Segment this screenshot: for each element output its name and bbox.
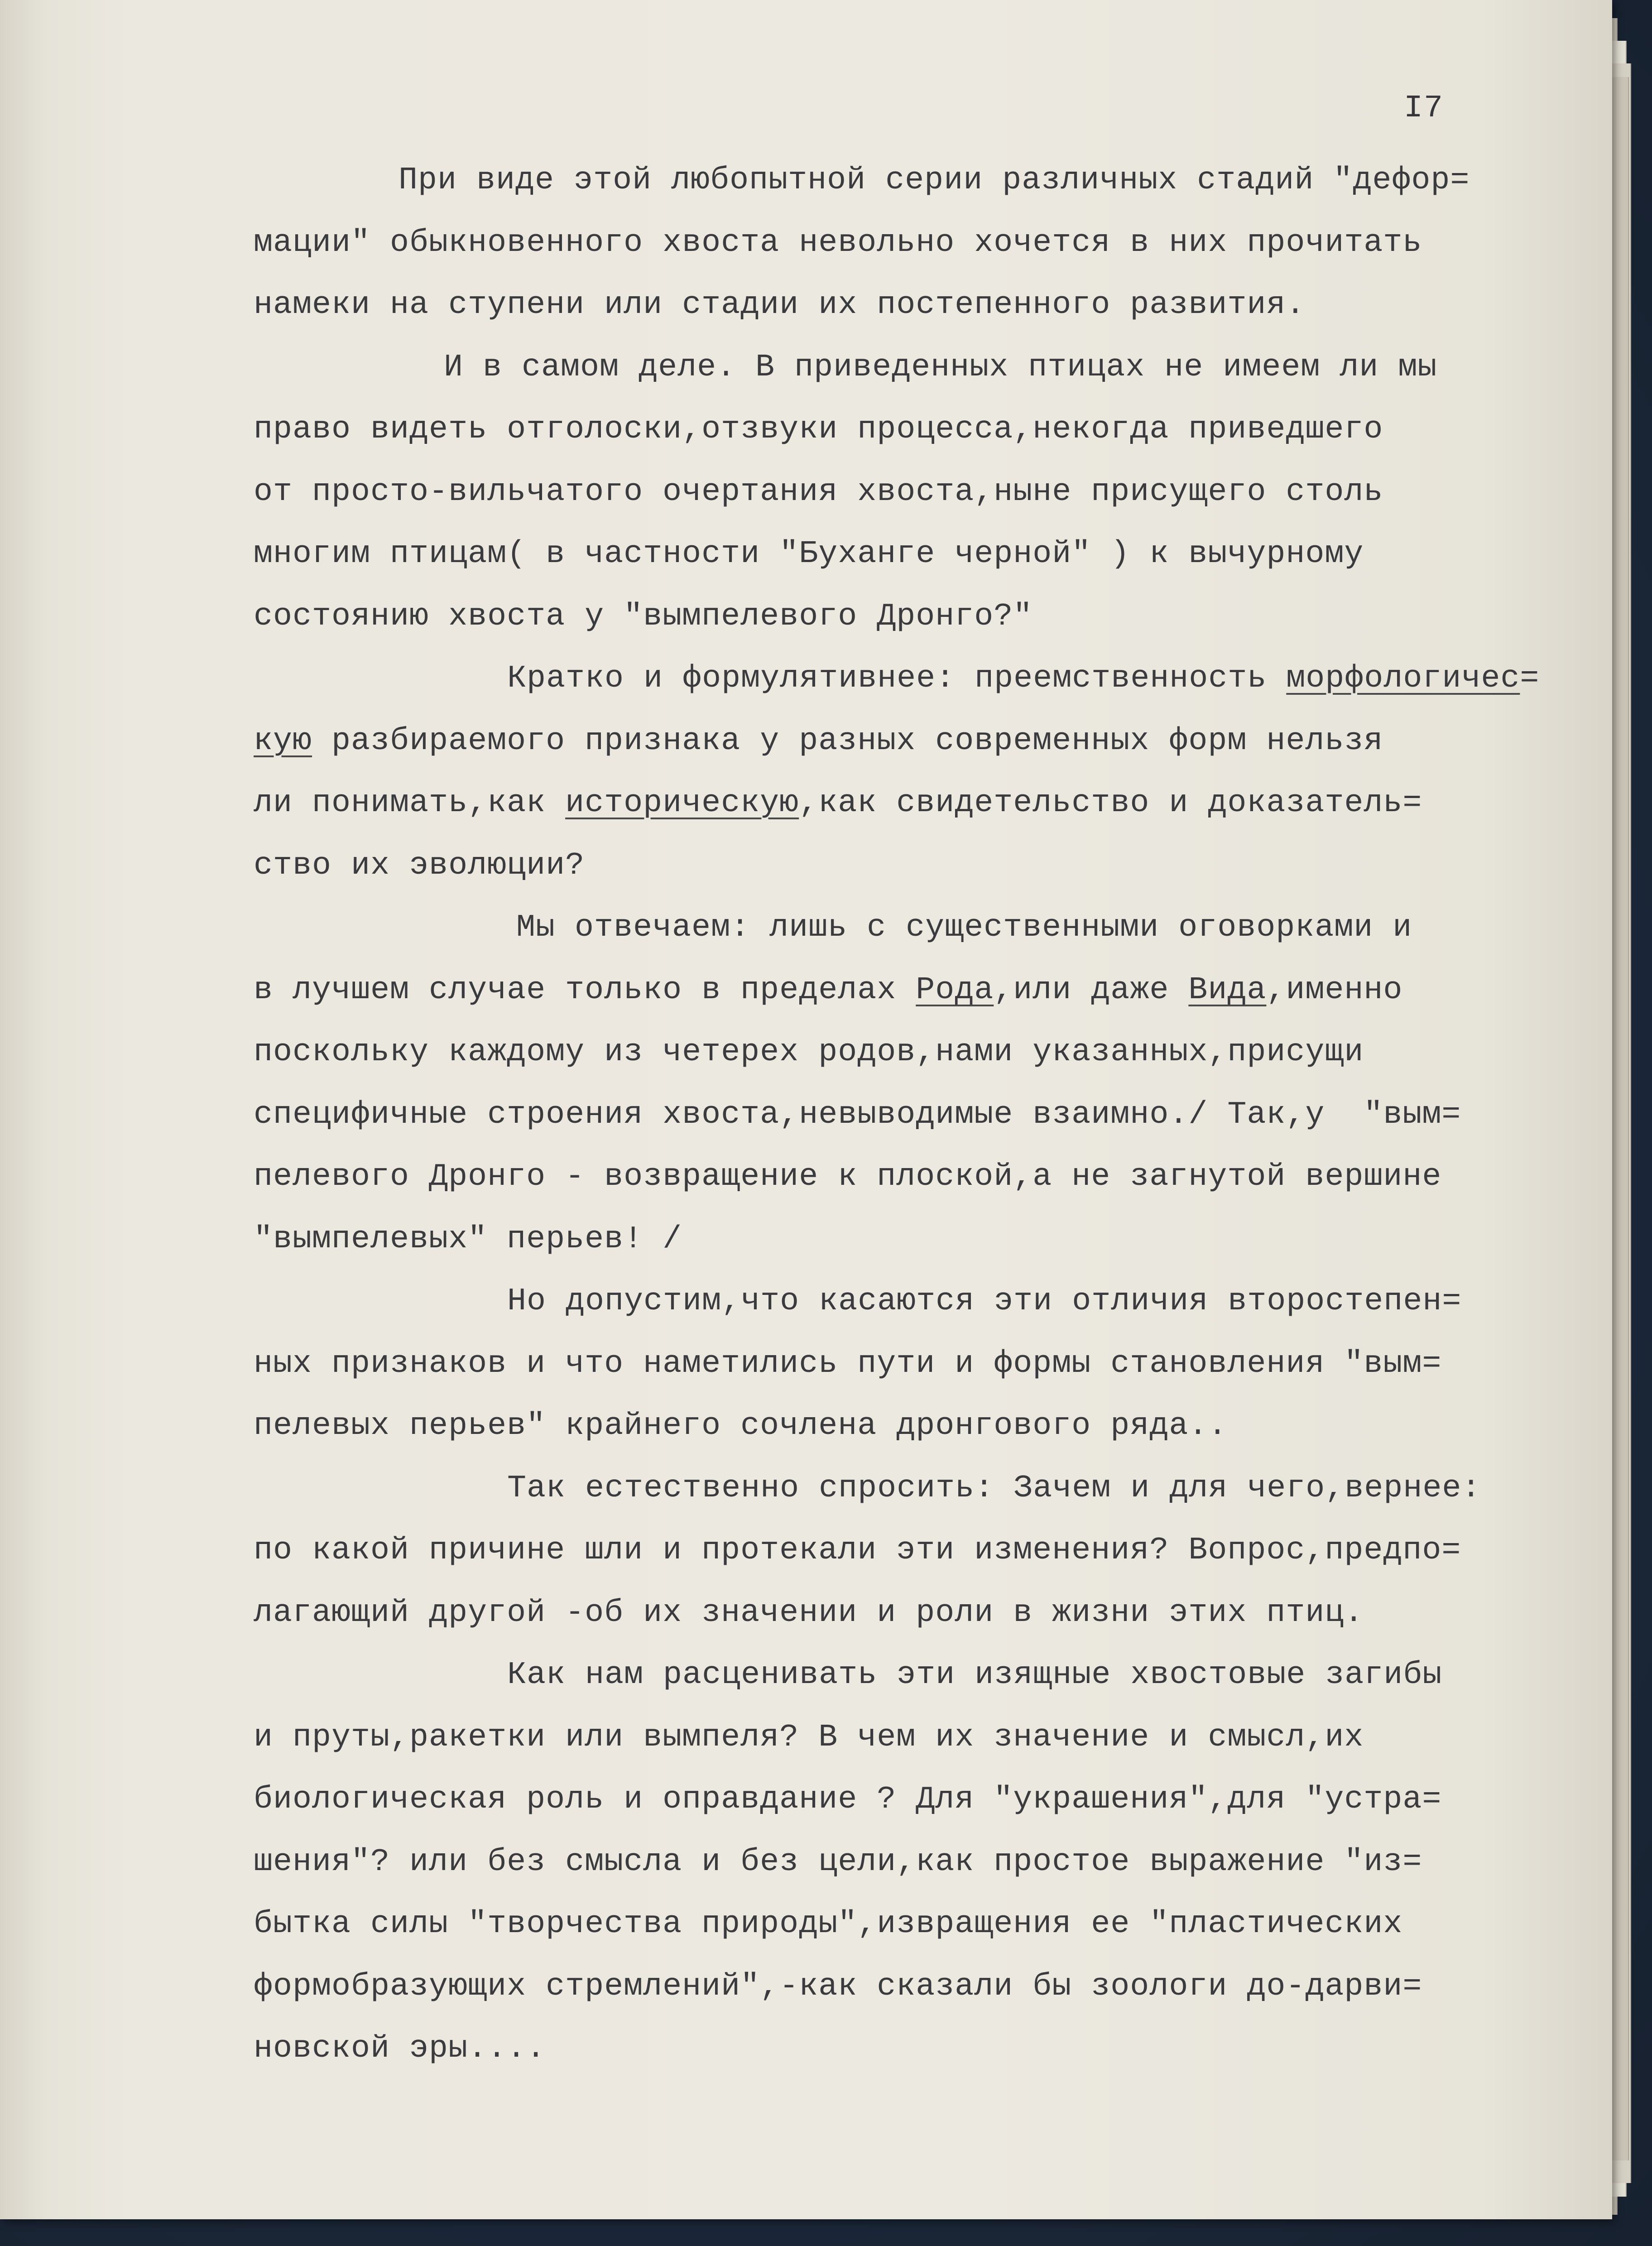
text-line: ли понимать,как историческую,как свидетельство и доказатель= [254, 785, 1422, 821]
text-line: многим птицам( в частности "Буханге черной" ) к вычурному [254, 536, 1364, 572]
text-line: намеки на ступени или стадии их постепенного развития. [254, 287, 1306, 323]
text-line: и пруты,ракетки или вымпеля? В чем их значение и смысл,их [254, 1719, 1364, 1755]
body-text [254, 149, 1567, 2080]
text-line: бытка силы "творчества природы",извращения ее "пластических [254, 1906, 1403, 1942]
text-line: право видеть отголоски,отзвуки процесса,некогда приведшего [254, 412, 1383, 447]
text-line: ство их эволюции? [254, 847, 585, 884]
text-line: пелевых перьев" крайнего сочлена дронгового ряда.. [254, 1408, 1228, 1444]
page-number: I7 [1404, 91, 1444, 126]
text-line: При виде этой любопытной серии различных стадий "дефор= [399, 163, 1470, 198]
text-line: состоянию хвоста у "вымпелевого Дронго?" [254, 598, 1033, 635]
text-line: кую разбираемого признака у разных современных форм нельзя [254, 723, 1383, 759]
text-line: новской эры.... [254, 2031, 546, 2067]
text-line: по какой причине шли и протекали эти изменения? Вопрос,предпо= [254, 1533, 1461, 1568]
text-line: мации" обыкновенного хвоста невольно хочется в них прочитать [254, 225, 1422, 261]
text-line: биологическая роль и оправдание ? Для "украшения",для "устра= [254, 1782, 1442, 1818]
text-line: Мы отвечаем: лишь с существенными оговорками и [516, 910, 1412, 946]
underlined-word: кую [254, 723, 312, 759]
underlined-word: Вида [1188, 972, 1267, 1008]
text-line: шения"? или без смысла и без цели,как простое выражение "из= [254, 1844, 1422, 1880]
text-line: Кратко и формулятивнее: преемственность морфологичес= [507, 661, 1540, 697]
text-line: в лучшем случае только в пределах Рода,или даже Вида,именно [254, 972, 1403, 1008]
text-line: специфичные строения хвоста,невыводимые взаимно./ Так,у "вым= [254, 1097, 1461, 1133]
text-line: Так естественно спросить: Зачем и для чего,вернее: [507, 1470, 1481, 1506]
text-line: лагающий другой -об их значении и роли в жизни этих птиц. [254, 1595, 1364, 1631]
text-line: от просто-вильчатого очертания хвоста,ныне присущего столь [254, 474, 1383, 510]
underlined-word: морфологичес [1286, 661, 1520, 697]
text-line: Как нам расценивать эти изящные хвостовые загибы [507, 1657, 1442, 1693]
text-line: "вымпелевых" перьев! / [254, 1221, 682, 1257]
underlined-word: историческую [565, 785, 799, 821]
underlined-word: Рода [916, 972, 994, 1008]
text-line: пелевого Дронго - возвращение к плоской,а не загнутой вершине [254, 1159, 1442, 1195]
text-line: поскольку каждому из четерех родов,нами указанных,присущи [254, 1034, 1364, 1070]
text-line: И в самом деле. В приведенных птицах не имеем ли мы [444, 349, 1437, 385]
text-line: Но допустим,что касаются эти отличия второстепен= [507, 1284, 1462, 1319]
text-line: ных признаков и что наметились пути и формы становления "вым= [254, 1346, 1442, 1382]
text-line: формобразующих стремлений",-как сказали бы зоологи до-дарви= [254, 1968, 1422, 2005]
